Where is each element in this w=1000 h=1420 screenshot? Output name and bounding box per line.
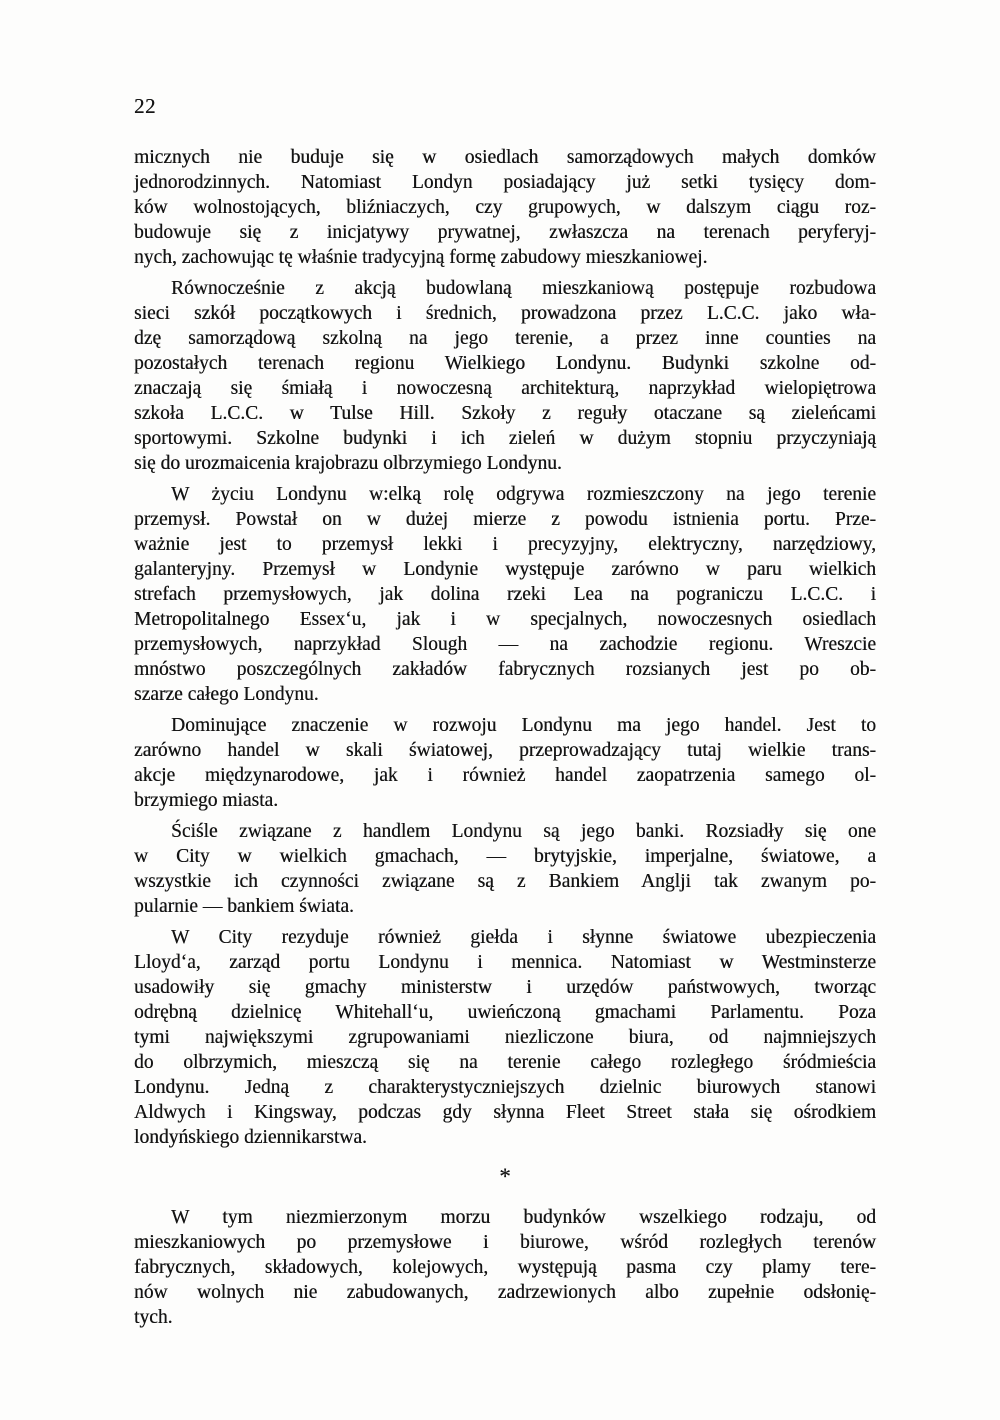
text-line: nów wolnych nie zabudowanych, zadrzewionych albo zupełnie odsłonię- [134, 1282, 876, 1303]
section-separator: * [499, 1164, 511, 1189]
text-line: galanteryjny. Przemysł w Londynie występuje zarówno w paru wielkich [134, 559, 876, 580]
text-line: sportowymi. Szkolne budynki i ich zieleń w dużym stopniu przyczyniają [134, 428, 876, 449]
body-paragraph [134, 813, 876, 919]
text-line: dzę samorządową szkolną na jego terenie, a przez inne counties na [134, 328, 876, 349]
text-line: fabrycznych, składowych, kolejowych, występują pasma czy plamy tere- [134, 1257, 876, 1278]
text-line: przemysłowych, naprzykład Slough — na zachodzie regionu. Wreszcie [134, 634, 876, 655]
text-line: strefach przemysłowych, jak dolina rzeki Lea na pograniczu L.C.C. i [134, 584, 876, 605]
text-line: Londynu. Jedną z charakterystyczniejszych dzielnic biurowych stanowi [134, 1077, 876, 1098]
text-line: pularnie — bankiem świata. [134, 896, 354, 917]
text-line: W życiu Londynu w:elką rolę odgrywa rozmieszczony na jego terenie [171, 484, 876, 505]
text-line: sieci szkół początkowych i średnich, prowadzona przez L.C.C. jako wła- [134, 303, 876, 324]
page-body [134, 145, 876, 1330]
text-line: micznych nie buduje się w osiedlach samorządowych małych domków [134, 147, 876, 168]
text-line: W City rezyduje również giełda i słynne światowe ubezpieczenia [171, 927, 876, 948]
body-paragraph [134, 1199, 876, 1330]
body-paragraph [134, 476, 876, 707]
text-line: budowuje się z inicjatywy prywatnej, zwłaszcza na terenach peryferyj- [134, 222, 876, 243]
body-paragraph [134, 270, 876, 476]
text-line: w City w wielkich gmachach, — brytyjskie, imperjalne, światowe, a [134, 846, 876, 867]
text-line: do olbrzymich, mieszczą się na terenie całego rozległego śródmieścia [134, 1052, 876, 1073]
text-line: zarówno handel w skali światowej, przeprowadzający tutaj wielkie trans- [134, 740, 876, 761]
text-line: ważnie jest to przemysł lekki i precyzyjny, elektryczny, narzędziowy, [134, 534, 876, 555]
text-line: nych, zachowując tę właśnie tradycyjną formę zabudowy mieszkaniowej. [134, 247, 708, 268]
text-line: W tym niezmierzonym morzu budynków wszelkiego rodzaju, od [171, 1207, 876, 1228]
text-line: pozostałych terenach regionu Wielkiego Londynu. Budynki szkolne od- [134, 353, 876, 374]
body-paragraph [134, 707, 876, 813]
text-line: się do urozmaicenia krajobrazu olbrzymiego Londynu. [134, 453, 562, 474]
text-line: Lloyd‘a, zarząd portu Londynu i mennica. Natomiast w Westminsterze [134, 952, 876, 973]
text-line: Ściśle związane z handlem Londynu są jego banki. Rozsiadły się one [171, 821, 876, 842]
text-line: Aldwych i Kingsway, podczas gdy słynna Fleet Street stała się ośrodkiem [134, 1102, 876, 1123]
text-line: jednorodzinnych. Natomiast Londyn posiadający już setki tysięcy dom- [134, 172, 876, 193]
page-number: 22 [134, 94, 156, 118]
text-line: tych. [134, 1307, 173, 1328]
text-line: szarze całego Londynu. [134, 684, 319, 705]
text-line: brzymiego miasta. [134, 790, 279, 811]
text-line: szkoła L.C.C. w Tulse Hill. Szkoły z reguły otaczane są zieleńcami [134, 403, 876, 424]
text-line: znaczają się śmiałą i nowoczesną architekturą, naprzykład wielopiętrowa [134, 378, 876, 399]
text-line: akcje międzynarodowe, jak i również handel zaopatrzenia samego ol- [134, 765, 876, 786]
text-line: tymi największymi zgrupowaniami niezliczone biura, od najmniejszych [134, 1027, 876, 1048]
text-line: wszystkie ich czynności związane są z Bankiem Anglji tak zwanym po- [134, 871, 876, 892]
body-paragraph [134, 919, 876, 1150]
text-line: Metropolitalnego Essex‘u, jak i w specjalnych, nowoczesnych osiedlach [134, 609, 876, 630]
text-line: Dominujące znaczenie w rozwoju Londynu ma jego handel. Jest to [171, 715, 876, 736]
body-paragraph [134, 145, 876, 270]
text-line: mnóstwo poszczególnych zakładów fabrycznych rozsianych jest po ob- [134, 659, 876, 680]
text-line: mieszkaniowych po przemysłowe i biurowe, wśród rozległych terenów [134, 1232, 876, 1253]
text-line: usadowiły się gmachy ministerstw i urzędów państwowych, tworząc [134, 977, 876, 998]
text-line: Równocześnie z akcją budowlaną mieszkaniową postępuje rozbudowa [171, 278, 876, 299]
text-line: londyńskiego dziennikarstwa. [134, 1127, 367, 1148]
text-line: przemysł. Powstał on w dużej mierze z powodu istnienia portu. Prze- [134, 509, 876, 530]
text-line: odrębną dzielnicę Whitehall‘u, uwieńczoną gmachami Parlamentu. Poza [134, 1002, 876, 1023]
text-line: ków wolnostojących, bliźniaczych, czy grupowych, w dalszym ciągu roz- [134, 197, 876, 218]
